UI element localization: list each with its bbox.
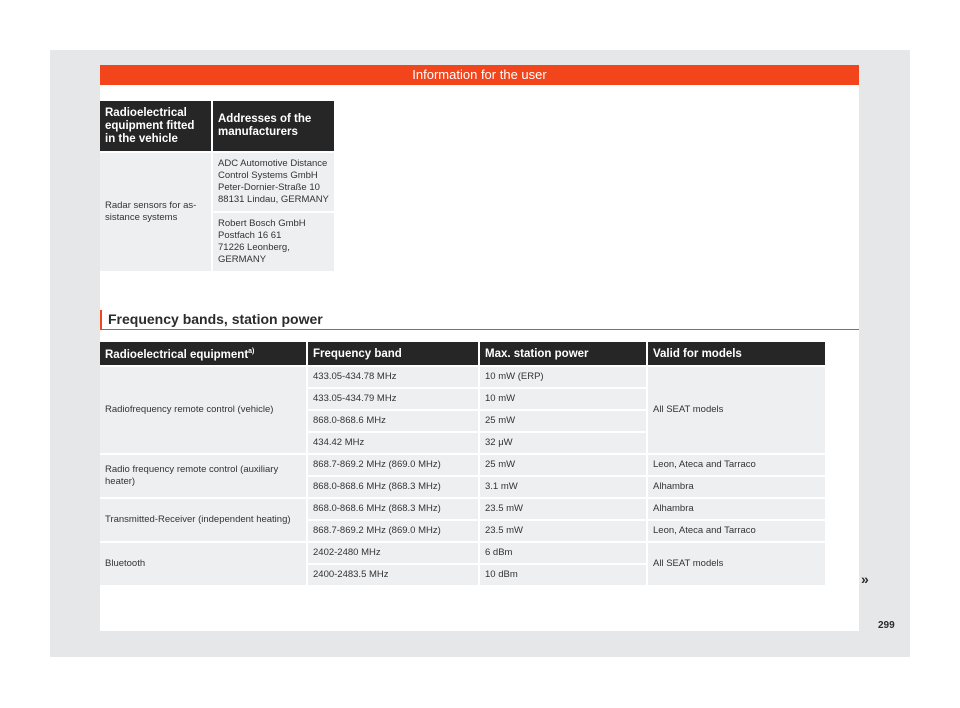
address-line: 71226 Leonberg,: [218, 242, 290, 253]
band-cell: 868.7-869.2 MHz (869.0 MHz): [308, 521, 478, 541]
continue-icon: »: [861, 571, 869, 587]
address-line: Peter-Dornier-Straße 10: [218, 182, 320, 193]
manufacturers-table: [98, 99, 336, 273]
equipment-cell: Radio frequency remote control (auxiliary heater): [100, 455, 306, 497]
band-cell: 2402-2480 MHz: [308, 543, 478, 563]
band-cell: 2400-2483.5 MHz: [308, 565, 478, 585]
power-cell: 23.5 mW: [480, 499, 646, 519]
band-cell: 868.7-869.2 MHz (869.0 MHz): [308, 455, 478, 475]
manufacturers-equipment-cell: Radar sensors for as-sistance systems: [100, 153, 211, 271]
models-cell: Leon, Ateca and Tarraco: [648, 521, 825, 541]
page-number: 299: [878, 620, 895, 631]
section-title: Frequency bands, station power: [100, 310, 859, 330]
freq-header-band: Frequency band: [308, 342, 478, 365]
address-line: Robert Bosch GmbH: [218, 218, 306, 229]
power-cell: 6 dBm: [480, 543, 646, 563]
page-header-title: Information for the user: [100, 65, 859, 85]
power-cell: 25 mW: [480, 455, 646, 475]
address-line: ADC Automotive Distance: [218, 158, 328, 169]
freq-header-power: Max. station power: [480, 342, 646, 365]
address-line: Control Systems GmbH: [218, 170, 318, 181]
models-cell: All SEAT models: [648, 367, 825, 453]
models-cell: Alhambra: [648, 499, 825, 519]
power-cell: 10 mW: [480, 389, 646, 409]
band-cell: 433.05-434.78 MHz: [308, 367, 478, 387]
table-row: [100, 455, 825, 475]
address-line: 88131 Lindau, GERMANY: [218, 194, 329, 205]
address-line: Postfach 16 61: [218, 230, 282, 241]
equipment-cell: Bluetooth: [100, 543, 306, 585]
address-line: GERMANY: [218, 254, 267, 265]
manufacturers-header-addresses: Addresses of the manufacturers: [213, 101, 334, 151]
band-cell: 433.05-434.79 MHz: [308, 389, 478, 409]
power-cell: 10 mW (ERP): [480, 367, 646, 387]
footnote-marker: a): [248, 348, 255, 356]
manufacturer-address-bosch: [213, 213, 334, 271]
band-cell: 434.42 MHz: [308, 433, 478, 453]
manufacturers-header-equipment: Radioelectrical equipment fitted in the vehicle: [100, 101, 211, 151]
manufacturer-address-adc: [213, 153, 334, 211]
power-cell: 32 μW: [480, 433, 646, 453]
models-cell: Leon, Ateca and Tarraco: [648, 455, 825, 475]
equipment-cell: Radiofrequency remote control (vehicle): [100, 367, 306, 453]
power-cell: 25 mW: [480, 411, 646, 431]
frequency-table: [98, 340, 827, 587]
band-cell: 868.0-868.6 MHz (868.3 MHz): [308, 477, 478, 497]
band-cell: 868.0-868.6 MHz: [308, 411, 478, 431]
equipment-cell: Transmitted-Receiver (independent heating): [100, 499, 306, 541]
freq-header-models: Valid for models: [648, 342, 825, 365]
table-row: [100, 499, 825, 519]
freq-header-equipment: Radioelectrical equipment$^{a)}$: [100, 342, 306, 365]
power-cell: 23.5 mW: [480, 521, 646, 541]
band-cell: 868.0-868.6 MHz (868.3 MHz): [308, 499, 478, 519]
power-cell: 10 dBm: [480, 565, 646, 585]
models-cell: Alhambra: [648, 477, 825, 497]
table-row: [100, 543, 825, 563]
models-cell: All SEAT models: [648, 543, 825, 585]
power-cell: 3.1 mW: [480, 477, 646, 497]
table-row: [100, 367, 825, 387]
